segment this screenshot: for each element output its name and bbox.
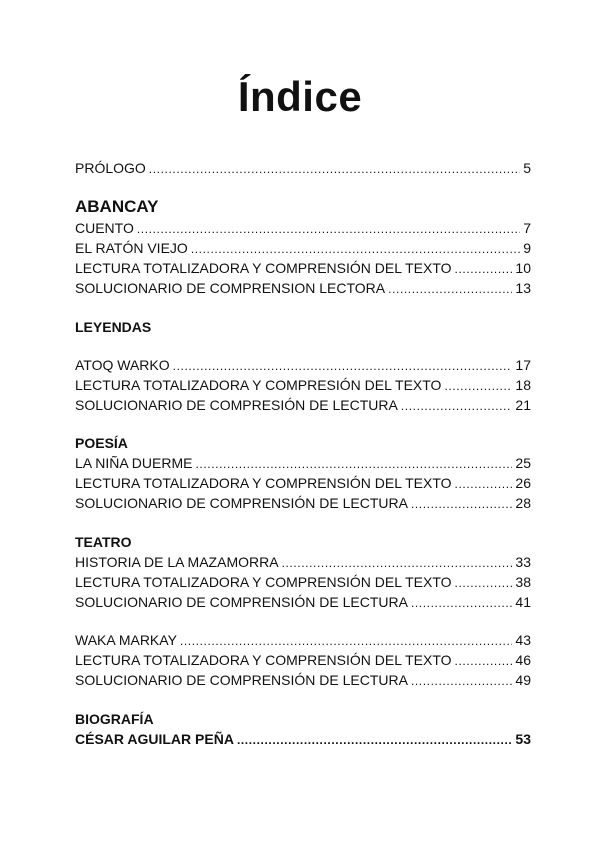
toc-entry-label: LECTURA TOTALIZADORA Y COMPRENSIÓN DEL TEXTO [75, 574, 452, 590]
toc-entry[interactable] [75, 592, 531, 612]
toc-entry-label: LECTURA TOTALIZADORA Y COMPRESIÓN DEL TEXTO [75, 377, 442, 393]
toc-entry[interactable] [75, 218, 531, 238]
toc-page-number: 5 [523, 160, 531, 176]
toc-page-number: 46 [515, 652, 531, 668]
toc-entry-label: CUENTO [75, 220, 134, 236]
toc-entry[interactable] [75, 238, 531, 258]
dot-leader [191, 239, 520, 259]
toc-page-number: 25 [515, 455, 531, 471]
toc-entry-label: SOLUCIONARIO DE COMPRENSION LECTORA [75, 280, 386, 296]
toc-entry[interactable] [75, 258, 531, 278]
dot-leader [137, 219, 520, 239]
toc-entry-label: SOLUCIONARIO DE COMPRENSIÓN DE LECTURA [75, 594, 408, 610]
toc-entry[interactable] [75, 278, 531, 298]
toc-page-number: 7 [523, 220, 531, 236]
dot-leader [195, 454, 512, 474]
dot-leader [455, 259, 513, 279]
toc-page-number: 49 [515, 672, 531, 688]
toc-entry-label: WAKA MARKAY [75, 632, 177, 648]
toc-page-number: 9 [523, 240, 531, 256]
toc-entry[interactable] [75, 473, 531, 493]
section-heading-poesia: POESÍA [75, 435, 128, 451]
dot-leader [282, 553, 513, 573]
dot-leader [149, 159, 520, 179]
toc-entry-label: SOLUCIONARIO DE COMPRENSIÓN DE LECTURA [75, 495, 408, 511]
dot-leader [237, 730, 512, 750]
dot-leader [455, 474, 513, 494]
toc-entry[interactable] [75, 552, 531, 572]
toc-entry-label: SOLUCIONARIO DE COMPRESIÓN DE LECTURA [75, 397, 398, 413]
toc-page-number: 13 [515, 280, 531, 296]
toc-entry[interactable] [75, 453, 531, 473]
toc-entry[interactable] [75, 630, 531, 650]
table-of-contents [75, 0, 531, 849]
toc-entry-label: HISTORIA DE LA MAZAMORRA [75, 554, 279, 570]
toc-entry-label: LA NIÑA DUERME [75, 455, 193, 471]
toc-page-number: 53 [515, 731, 531, 747]
toc-page-number: 26 [515, 475, 531, 491]
toc-entry[interactable] [75, 572, 531, 592]
dot-leader [411, 494, 512, 514]
toc-entry[interactable] [75, 375, 531, 395]
toc-page-number: 38 [515, 574, 531, 590]
toc-page-number: 41 [515, 594, 531, 610]
section-heading-biografia: BIOGRAFÍA [75, 711, 154, 727]
toc-page-number: 33 [515, 554, 531, 570]
dot-leader [411, 593, 512, 613]
dot-leader [180, 631, 513, 651]
dot-leader [388, 279, 512, 299]
toc-entry-label: CÉSAR AGUILAR PEÑA [75, 731, 234, 747]
dot-leader [173, 356, 513, 376]
toc-entry[interactable] [75, 729, 531, 749]
section-heading-leyendas: LEYENDAS [75, 319, 152, 335]
toc-entry-prologo[interactable] [75, 158, 531, 178]
dot-leader [455, 573, 513, 593]
section-heading-teatro: TEATRO [75, 534, 132, 550]
toc-entry[interactable] [75, 650, 531, 670]
toc-entry-label: LECTURA TOTALIZADORA Y COMPRENSIÓN DEL TEXTO [75, 260, 452, 276]
toc-page-number: 43 [515, 632, 531, 648]
toc-entry-label: EL RATÓN VIEJO [75, 240, 188, 256]
toc-entry-label: SOLUCIONARIO DE COMPRENSIÓN DE LECTURA [75, 672, 408, 688]
toc-entry[interactable] [75, 670, 531, 690]
section-heading-abancay: ABANCAY [75, 197, 159, 216]
toc-entry[interactable] [75, 355, 531, 375]
toc-entry-label: PRÓLOGO [75, 160, 146, 176]
toc-page-number: 18 [515, 377, 531, 393]
toc-entry[interactable] [75, 493, 531, 513]
page-title: Índice [237, 73, 363, 120]
dot-leader [411, 671, 512, 691]
dot-leader [401, 396, 513, 416]
toc-page-number: 10 [515, 260, 531, 276]
toc-page-number: 28 [515, 495, 531, 511]
toc-entry-label: LECTURA TOTALIZADORA Y COMPRENSIÓN DEL TEXTO [75, 652, 452, 668]
dot-leader [444, 376, 512, 396]
toc-entry-label: LECTURA TOTALIZADORA Y COMPRENSIÓN DEL TEXTO [75, 475, 452, 491]
dot-leader [455, 651, 513, 671]
toc-entry[interactable] [75, 395, 531, 415]
toc-page-number: 21 [515, 397, 531, 413]
toc-entry-label: ATOQ WARKO [75, 357, 170, 373]
toc-page-number: 17 [515, 357, 531, 373]
